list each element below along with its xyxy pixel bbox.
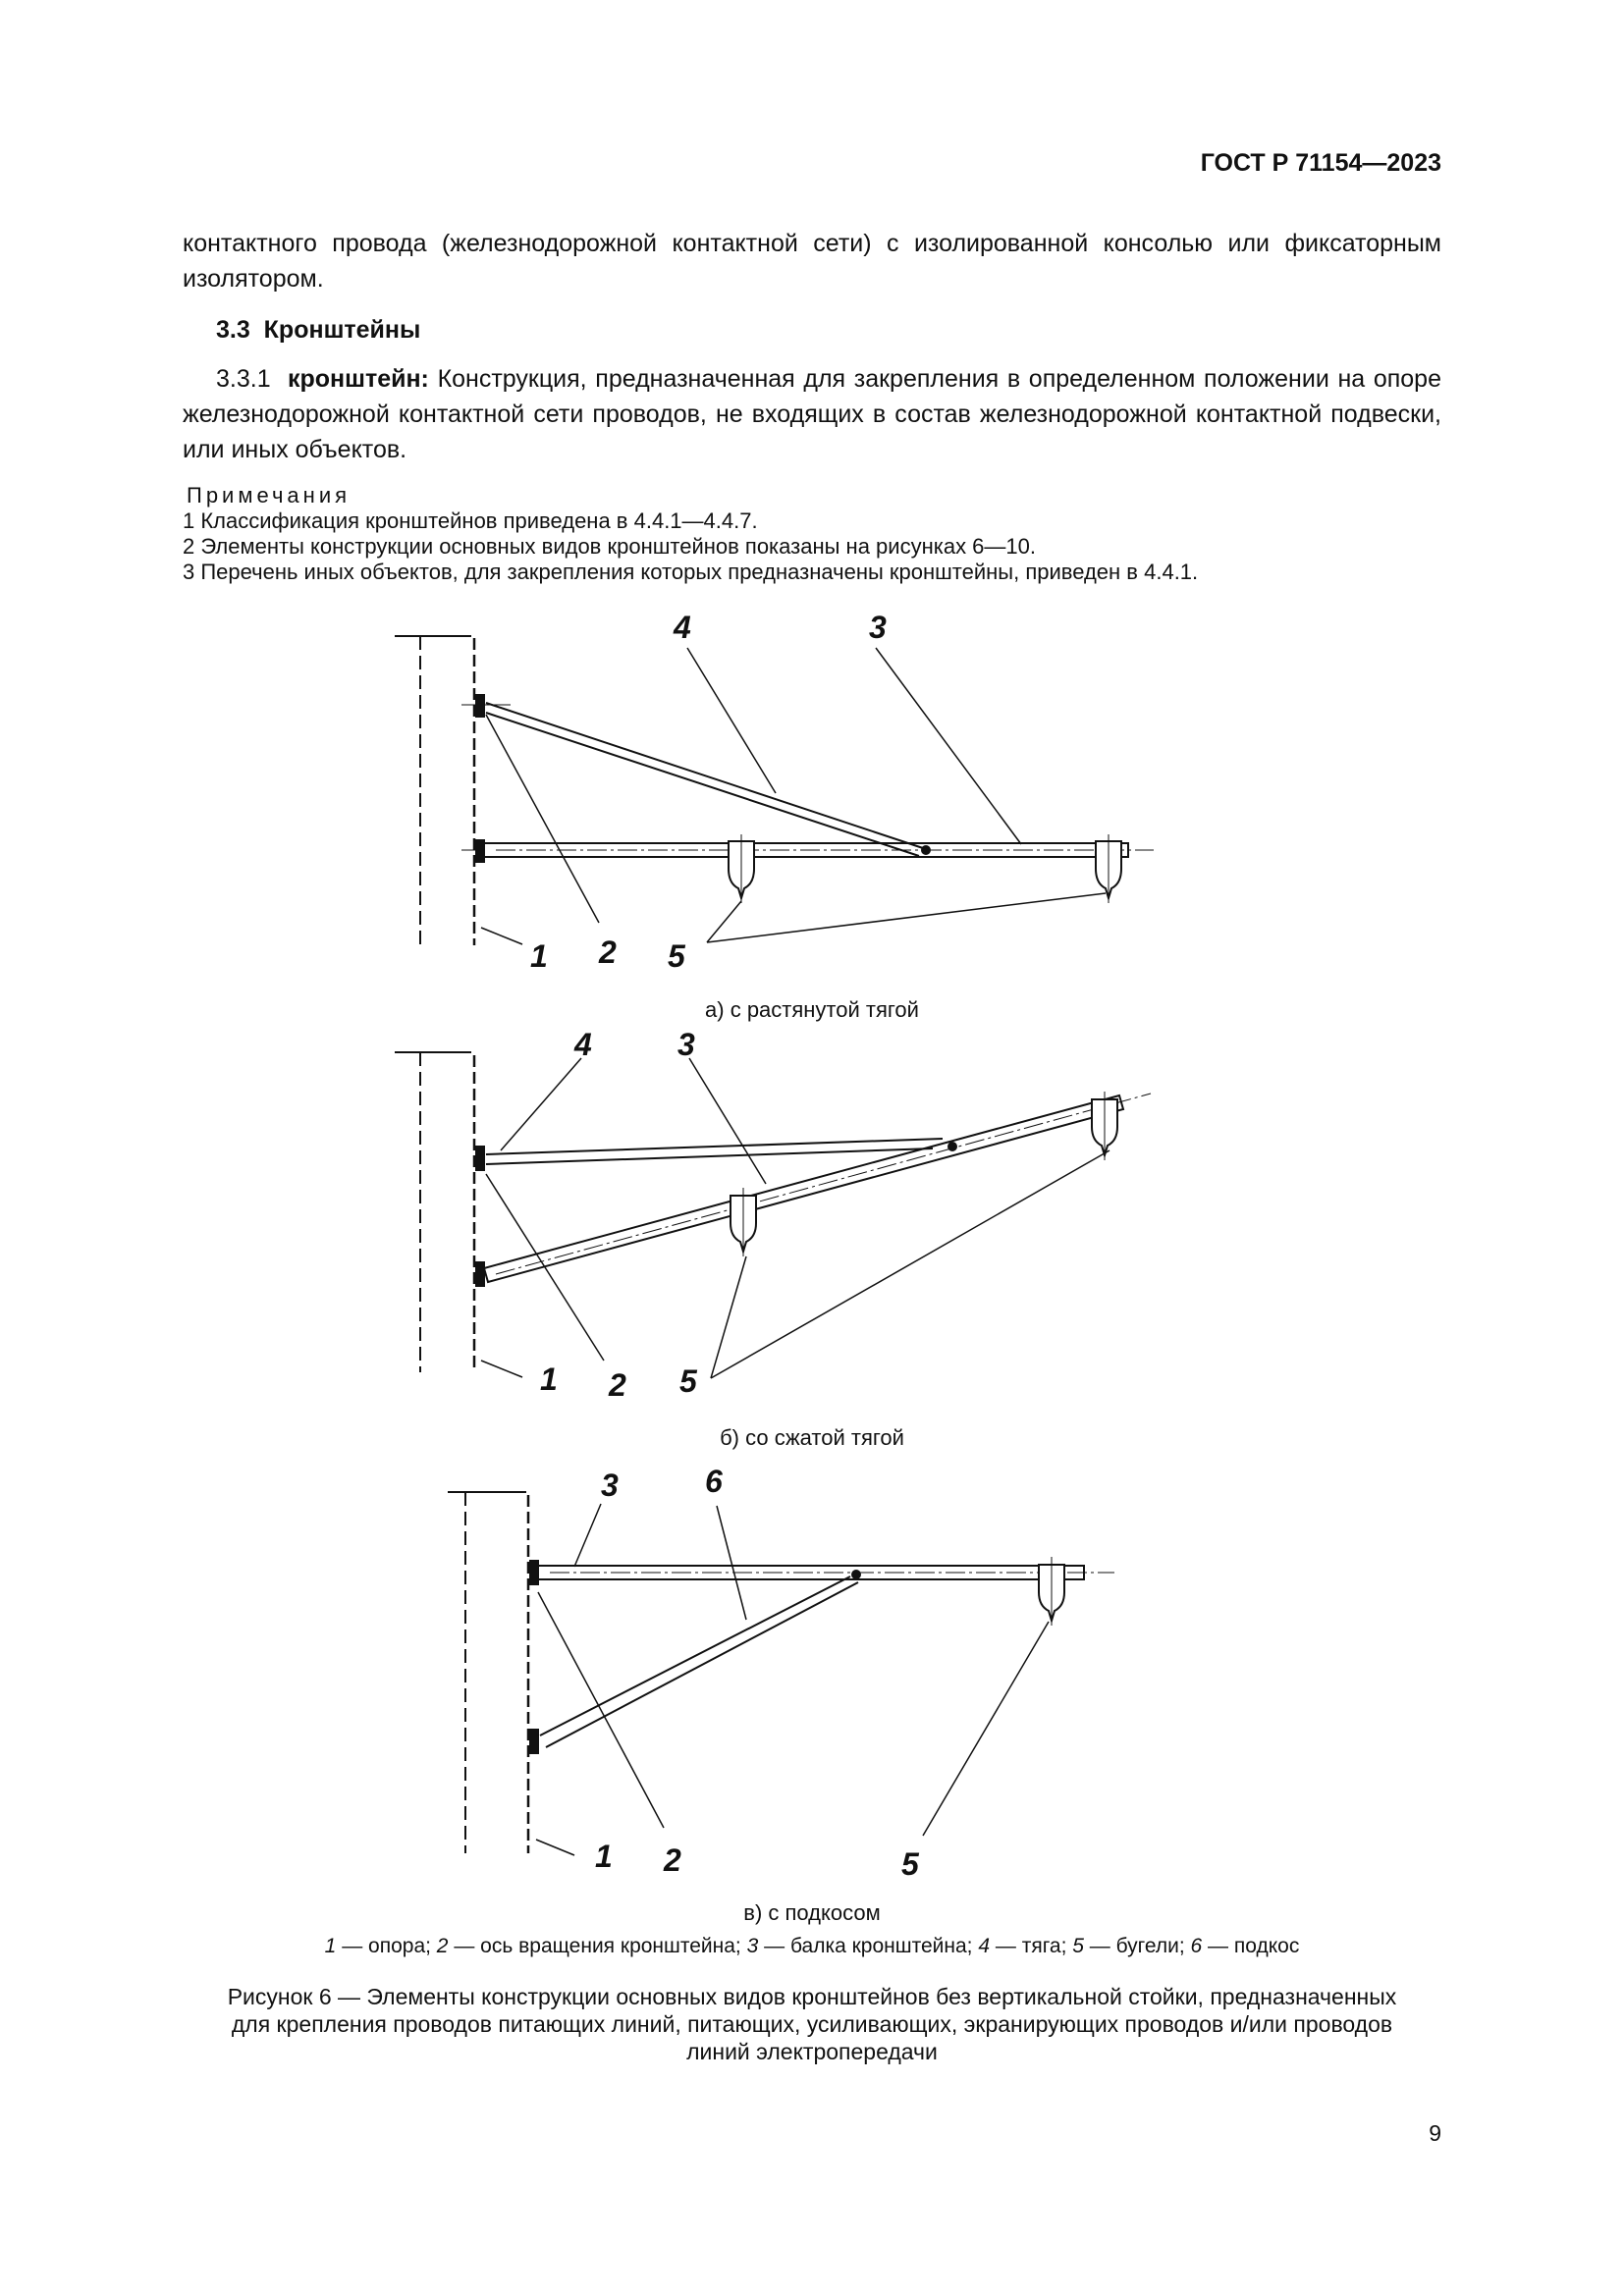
support-pole-c [448,1492,528,1853]
intro-paragraph: контактного провода (железнодорожной контактной сети) с изолированной консолью или фиксаторным изолятором. [183,230,1441,293]
figure-caption-line: Рисунок 6 — Элементы конструкции основных видов кронштейнов без вертикальной стойки, предназначенных [227,1984,1397,2009]
callout-c-5: 5 [901,1846,919,1882]
callout-a-2: 2 [599,934,617,970]
page-number: 9 [1429,2120,1441,2146]
legend-text: — тяга; [990,1935,1073,1957]
callout-b-5: 5 [679,1363,697,1399]
support-pole-b [395,1052,474,1372]
callout-a-5: 5 [668,938,685,974]
section-number: 3.3 [216,316,250,344]
legend-text: — балка кронштейна; [758,1935,979,1957]
subcaption-a: а) с растянутой тягой [705,997,919,1022]
callout-c-6: 6 [705,1464,723,1499]
beam-a [484,843,1154,857]
legend-num: 3 [746,1935,759,1957]
subcaption-c: в) с подкосом [743,1900,881,1925]
callout-b-4: 4 [574,1027,592,1062]
callout-c-3: 3 [601,1468,619,1503]
legend-text: — подкос [1202,1935,1300,1957]
legend-text: — бугели; [1083,1935,1191,1957]
note-item: 1 Классификация кронштейнов приведена в 4.4.1—4.4.7. [183,508,758,533]
beam-c [538,1566,1114,1579]
strut-c [540,1571,860,1747]
legend-num: 6 [1190,1935,1203,1957]
figure-caption [157,1983,1467,2065]
bracket-variant-a [395,636,1154,945]
legend-num: 4 [978,1935,991,1957]
callout-b-2: 2 [609,1367,626,1403]
callout-a-4: 4 [674,610,691,645]
figure-legend [0,1935,1624,1958]
callout-a-1: 1 [530,938,548,974]
definition-term: кронштейн: [287,365,429,393]
legend-num: 2 [436,1935,449,1957]
clamp-a1 [729,834,754,903]
figure-caption-line: линий электропередачи [686,2039,938,2064]
figure-caption-line: для крепления проводов питающих линий, питающих, усиливающих, экранирующих проводов и/или проводов [231,2011,1393,2037]
subcaption-b: б) со сжатой тягой [720,1425,904,1450]
clamp-b2 [1092,1092,1117,1160]
support-pole-a [395,636,474,945]
callout-b-1: 1 [540,1362,558,1397]
note-item: 3 Перечень иных объектов, для закрепления которых предназначены кронштейны, приведен в 4.4.1. [183,560,1199,584]
callout-a-3: 3 [869,610,887,645]
note-item: 2 Элементы конструкции основных видов кронштейнов показаны на рисунках 6—10. [183,534,1036,559]
clamp-c1 [1039,1557,1064,1626]
legend-num: 5 [1072,1935,1084,1957]
clamp-a2 [1096,834,1121,903]
document-header: ГОСТ Р 71154—2023 [1200,149,1441,177]
bracket-variant-c [448,1492,1114,1855]
legend-text: — ось вращения кронштейна; [448,1935,747,1957]
beam-b [484,1094,1151,1282]
definition-number: 3.3.1 [216,365,271,393]
legend-num: 1 [324,1935,337,1957]
notes-heading: Примечания [187,483,352,507]
callout-c-2: 2 [664,1842,681,1878]
callout-b-3: 3 [677,1027,695,1062]
definition-text: Конструкция, предназначенная для закрепления в определенном положении на опоре железнодорожной контактной сети проводов, не входящих в состав железнодорожной контактной подвески, или иных объектов. [183,365,1441,463]
section-title: Кронштейны [263,316,421,344]
clamp-b1 [731,1188,756,1256]
legend-text: — опора; [336,1935,437,1957]
tie-rod-a [486,703,930,856]
bracket-variant-b [395,1052,1151,1378]
callout-c-1: 1 [595,1839,613,1874]
